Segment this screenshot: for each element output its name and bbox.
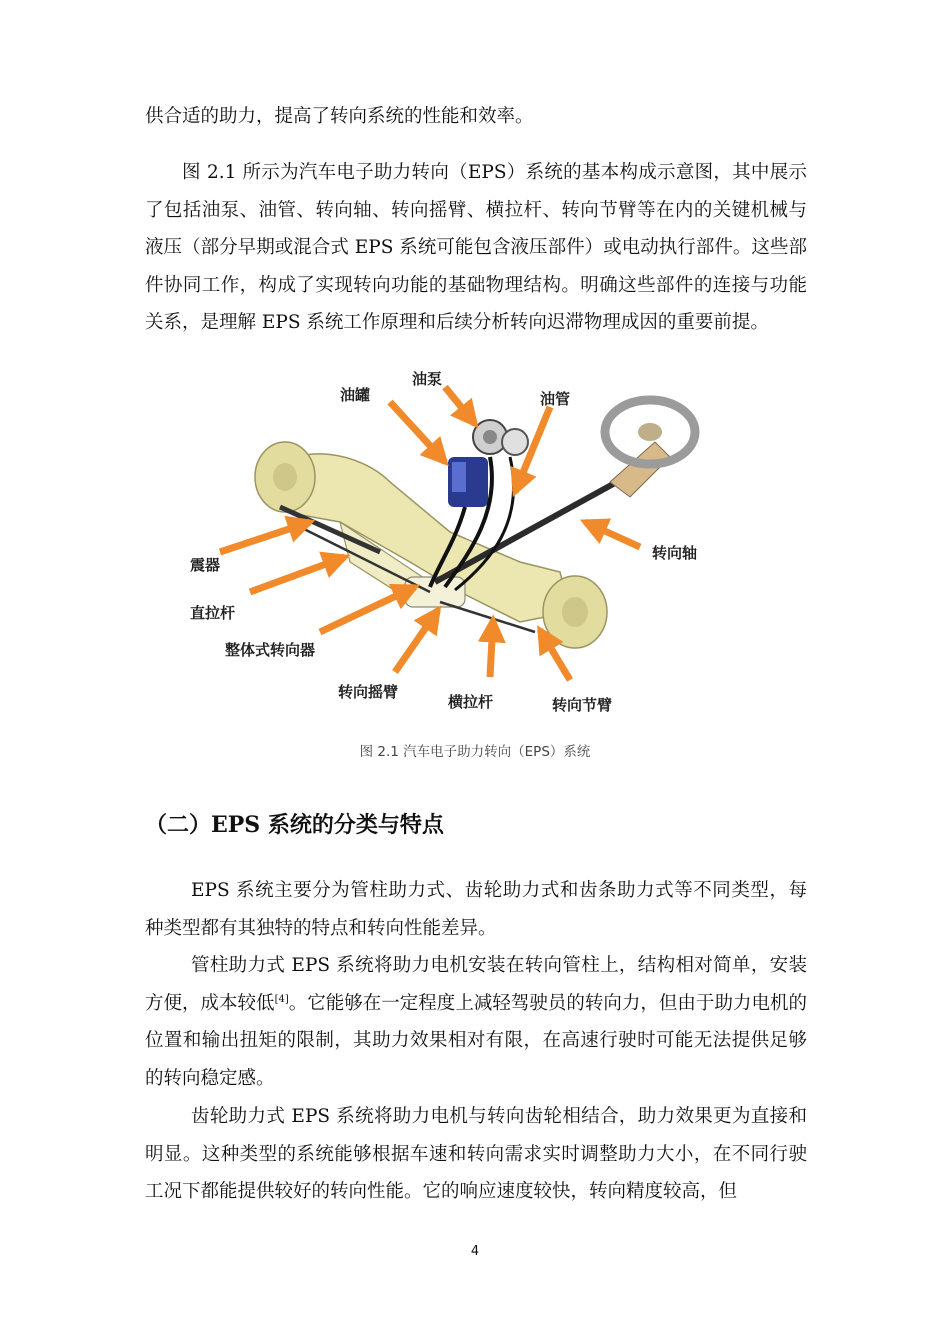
citation-ref: [4] — [274, 993, 289, 1005]
section-heading: （二）EPS 系统的分类与特点 — [145, 812, 444, 838]
eps-diagram — [190, 362, 725, 724]
label-damper: 震器 — [190, 556, 221, 574]
label-integral-gear: 整体式转向器 — [225, 641, 316, 659]
label-oil-pipe: 油管 — [540, 390, 571, 408]
column-type-text-b: 。它能够在一定程度上减轻驾驶员的转向力，但由于助力电机的位置和输出扭矩的限制，其助力效果相对有限，在高速行驶时可能无法提供足够的转向稳定感。 — [145, 992, 807, 1089]
label-oil-tank: 油罐 — [340, 386, 371, 404]
paragraph-figure-description: 图 2.1 所示为汽车电子助力转向（EPS）系统的基本构成示意图，其中展示了包括油泵、油管、转向轴、转向摇臂、横拉杆、转向节臂等在内的关键机械与液压（部分早期或混合式 EPS 系统可能包含液压部件）或电动执行部件。这些部件协同工作，构成了实现转向功能的基础物理结构。明确这些部件的连接与功能关系，是理解 EPS 系统工作原理和后续分析转向迟滞物理成因的重要前提。 — [145, 162, 807, 333]
label-oil-pump: 油泵 — [412, 370, 443, 388]
eps-system-figure — [190, 362, 725, 724]
label-steering-shaft: 转向轴 — [652, 544, 698, 562]
paragraph-pinion-type: 齿轮助力式 EPS 系统将助力电机与转向齿轮相结合，助力效果更为直接和明显。这种类型的系统能够根据车速和转向需求实时调整助力大小，在不同行驶工况下都能提供较好的转向性能。它的响应速度较快，转向精度较高，但 — [145, 1106, 807, 1202]
label-knuckle-arm: 转向节臂 — [552, 696, 613, 714]
paragraph-classification: EPS 系统主要分为管柱助力式、齿轮助力式和齿条助力式等不同类型，每种类型都有其独特的特点和转向性能差异。 — [145, 880, 807, 939]
label-pitman-arm: 转向摇臂 — [338, 683, 399, 701]
figure-caption: 图 2.1 汽车电子助力转向（EPS）系统 — [359, 744, 591, 760]
page-number: 4 — [470, 1244, 480, 1259]
paragraph-intro-end: 供合适的助力，提高了转向系统的性能和效率。 — [145, 106, 534, 127]
column-type-text-a: 管柱助力式 EPS 系统将助力电机安装在转向管柱上，结构相对简单，安装方便，成本较低 — [145, 955, 807, 1014]
label-straight-rod: 直拉杆 — [190, 604, 236, 622]
label-tie-rod: 横拉杆 — [448, 693, 494, 711]
paragraph-column-type — [145, 947, 807, 1097]
